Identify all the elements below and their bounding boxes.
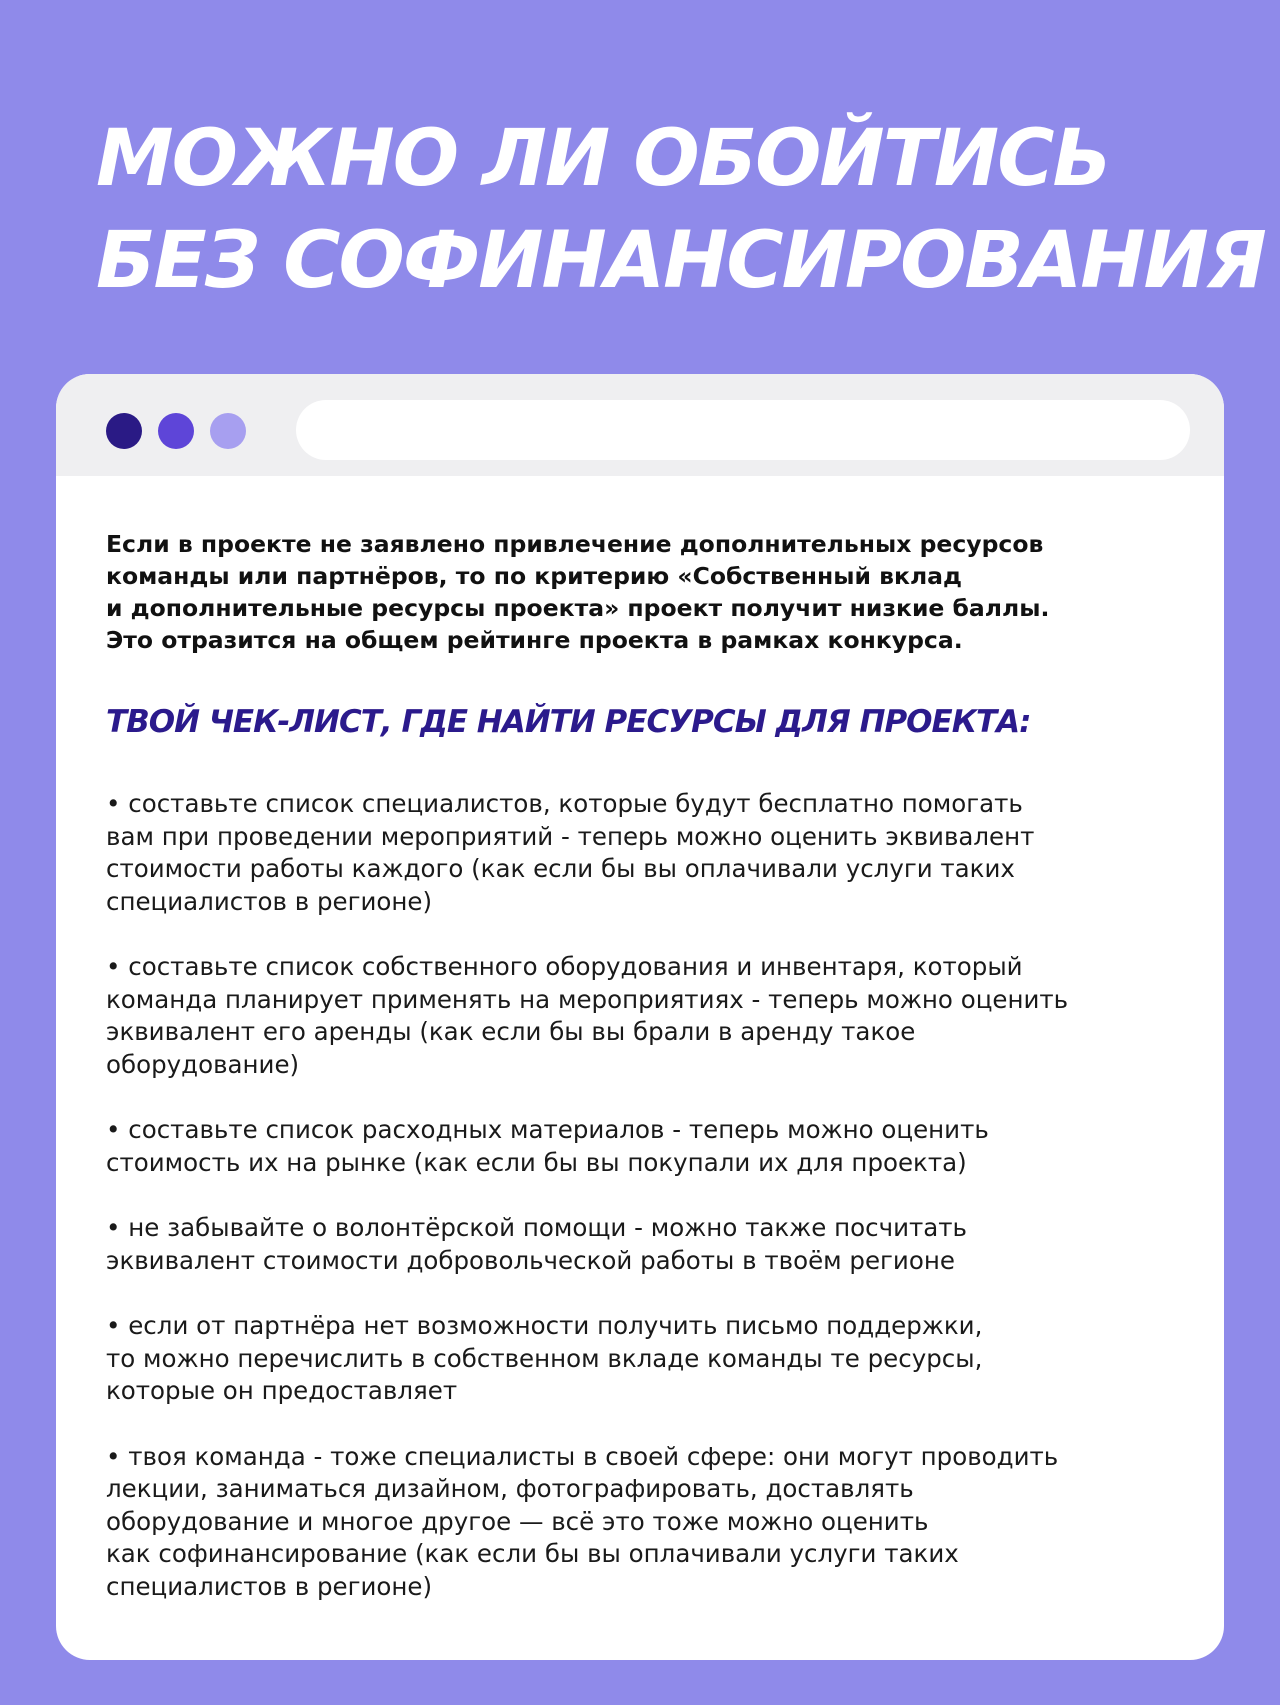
intro-line: Если в проекте не заявлено привлечение дополнительных ресурсов bbox=[106, 530, 1044, 558]
checklist-item bbox=[106, 1441, 1186, 1604]
checklist-item-line: эквивалент стоимости добровольческой работы в твоём регионе bbox=[106, 1245, 955, 1275]
checklist-item-line: эквивалент его аренды (как если бы вы брали в аренду такое bbox=[106, 1017, 916, 1046]
checklist bbox=[106, 788, 1186, 1603]
checklist-item-line: как софинансирование (как если бы вы оплачивали услуги таких bbox=[106, 1539, 959, 1568]
window-dot-medium bbox=[158, 413, 194, 449]
checklist-item-line: лекции, заниматься дизайном, фотографировать, доставлять bbox=[106, 1474, 914, 1503]
page-title bbox=[96, 108, 1265, 312]
window-dot-light bbox=[210, 413, 246, 449]
intro-line: Это отразится на общем рейтинге проекта в рамках конкурса. bbox=[106, 626, 963, 654]
checklist-item-line: • составьте список специалистов, которые будут бесплатно помогать bbox=[106, 789, 1023, 818]
checklist-item-line: вам при проведении мероприятий - теперь можно оценить эквивалент bbox=[106, 821, 1035, 851]
checklist-item-line: • составьте список собственного оборудования и инвентаря, который bbox=[106, 952, 1023, 981]
page-title-line: МОЖНО ЛИ ОБОЙТИСЬ bbox=[96, 114, 1110, 204]
checklist-item-line: стоимости работы каждого (как если бы вы оплачивали услуги таких bbox=[106, 854, 1015, 883]
checklist-item bbox=[106, 1310, 1186, 1408]
address-bar bbox=[296, 400, 1190, 460]
checklist-item-line: • не забывайте о волонтёрской помощи - можно также посчитать bbox=[106, 1213, 967, 1242]
checklist-heading: ТВОЙ ЧЕК-ЛИСТ, ГДЕ НАЙТИ РЕСУРСЫ ДЛЯ ПРОЕКТА: bbox=[106, 704, 1031, 740]
intro-line: команды или партнёров, то по критерию «Собственный вклад bbox=[106, 562, 962, 590]
window-dot-dark bbox=[106, 413, 142, 449]
checklist-item bbox=[106, 1114, 1186, 1179]
window-content bbox=[106, 528, 1186, 1636]
checklist-item-line: то можно перечислить в собственном вкладе команды те ресурсы, bbox=[106, 1343, 983, 1373]
checklist-item-line: специалистов в регионе) bbox=[106, 1571, 433, 1601]
checklist-item-line: команда планирует применять на мероприятиях - теперь можно оценить bbox=[106, 984, 1069, 1014]
checklist-item-line: специалистов в регионе) bbox=[106, 886, 433, 916]
intro-line: и дополнительные ресурсы проекта» проект получит низкие баллы. bbox=[106, 594, 1050, 622]
checklist-item bbox=[106, 951, 1186, 1081]
checklist-item bbox=[106, 788, 1186, 918]
checklist-item-line: оборудование и многое другое — всё это тоже можно оценить bbox=[106, 1506, 929, 1536]
intro-paragraph bbox=[106, 528, 1186, 656]
page-title-line: БЕЗ СОФИНАНСИРОВАНИЯ bbox=[96, 216, 1265, 306]
checklist-item-line: оборудование) bbox=[106, 1049, 300, 1079]
checklist-item-line: • составьте список расходных материалов - теперь можно оценить bbox=[106, 1115, 989, 1144]
checklist-item bbox=[106, 1212, 1186, 1277]
checklist-item-line: • если от партнёра нет возможности получить письмо поддержки, bbox=[106, 1311, 983, 1340]
window-title-bar bbox=[56, 374, 1224, 476]
checklist-item-line: стоимость их на рынке (как если бы вы покупали их для проекта) bbox=[106, 1147, 967, 1177]
browser-window bbox=[56, 374, 1224, 1660]
checklist-item-line: • твоя команда - тоже специалисты в своей сфере: они могут проводить bbox=[106, 1441, 1059, 1471]
checklist-item-line: которые он предоставляет bbox=[106, 1376, 458, 1405]
